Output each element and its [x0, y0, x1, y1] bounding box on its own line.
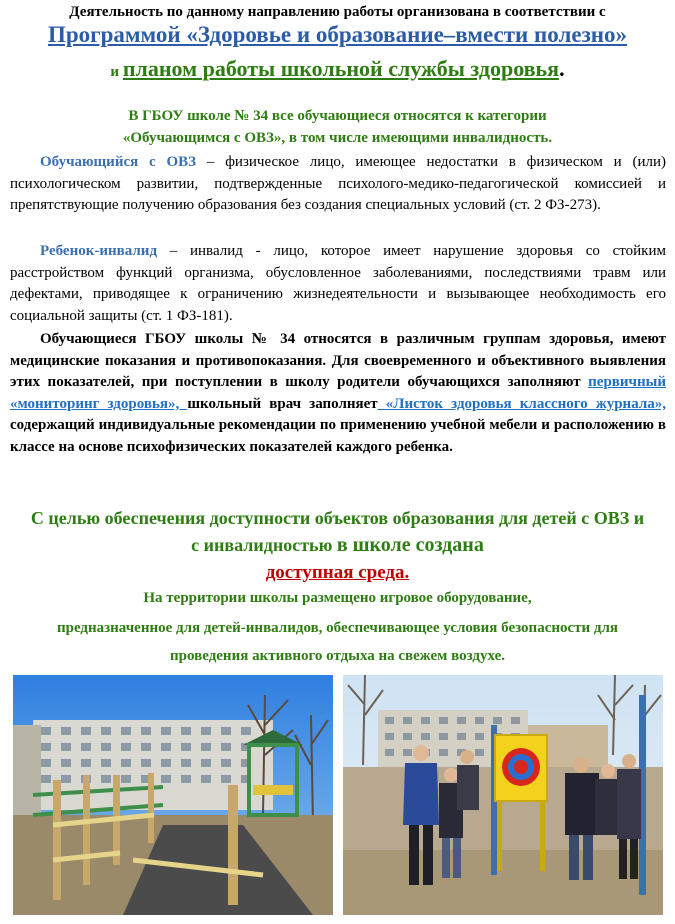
program-title[interactable]: Программой «Здоровье и образование–вмести полезно»: [47, 22, 628, 47]
territory-line-1: На территории школы размещено игровое оборудование,: [143, 590, 532, 606]
monitoring-link[interactable]: первичный «мониторинг здоровья»,: [10, 374, 666, 412]
health-paragraph: [10, 329, 666, 459]
category-line-1: В ГБОУ школе № 34 все обучающиеся относятся к категории: [128, 108, 547, 124]
category-line-2: «Обучающимся с ОВЗ», в том числе имеющими инвалидность.: [122, 130, 553, 146]
plan-title[interactable]: планом работы школьной службы здоровья: [122, 56, 560, 81]
health-sheet-link[interactable]: «Листок здоровья классного журнала»,: [377, 395, 666, 412]
definition-invalid-text: – инвалид - лицо, которое имеет нарушение здоровья со стойким расстройством функций организма, обусловленное заболеваниями, последствиями травм или дефектами, приводящее к ограничению жизнедеятельности и вызывающее необходимость его социальной защиты (ст. 1 ФЗ-181).: [10, 243, 666, 324]
access-line-2a: с инвалидностью: [191, 535, 337, 555]
access-line-2b: в школе создана: [336, 534, 484, 556]
health-text-2: школьный врач заполняет: [187, 395, 378, 412]
definition-invalid: [10, 241, 666, 327]
territory-line-2: предназначенное для детей-инвалидов, обеспечивающее условия безопасности для: [56, 620, 619, 636]
health-text-1: Обучающиеся ГБОУ школы № 34 относятся в различным группам здоровья, имеют медицинские показания и противопоказания. Для своевременного и объективного выявления этих показателей, при поступлении в школу родители обучающихся заполняют: [10, 331, 666, 391]
definition-ovz-text: – физическое лицо, имеющее недостатки в физическом и (или) психологическом развитии, подтвержденные психолого-медико-педагогической комиссией и препятствующие получению образования без создания специальных условий (ст. 2 ФЗ-273).: [10, 154, 666, 214]
accessible-environment-title: доступная среда.: [265, 562, 410, 583]
photo-children-target: [343, 675, 663, 915]
access-line-1: С целью обеспечения доступности объектов образования для детей с ОВЗ и: [30, 508, 645, 528]
definition-invalid-term: Ребенок-инвалид: [40, 243, 158, 259]
access-line-2: [0, 534, 675, 557]
photo-playground: [13, 675, 333, 915]
definition-ovz-term: Обучающийся с ОВЗ: [40, 154, 197, 170]
definition-ovz: [10, 152, 666, 217]
plan-dot: .: [559, 56, 565, 81]
health-text-3: содержащий индивидуальные рекомендации по применению учебной мебели и расположению в классе на основе психофизических показателей каждого ребенка.: [10, 417, 666, 455]
plan-and: и: [110, 64, 123, 80]
plan-line: [0, 56, 675, 82]
intro-line: Деятельность по данному направлению работы организована в соответствии с: [69, 4, 606, 20]
territory-line-3: проведения активного отдыха на свежем воздухе.: [170, 648, 505, 664]
